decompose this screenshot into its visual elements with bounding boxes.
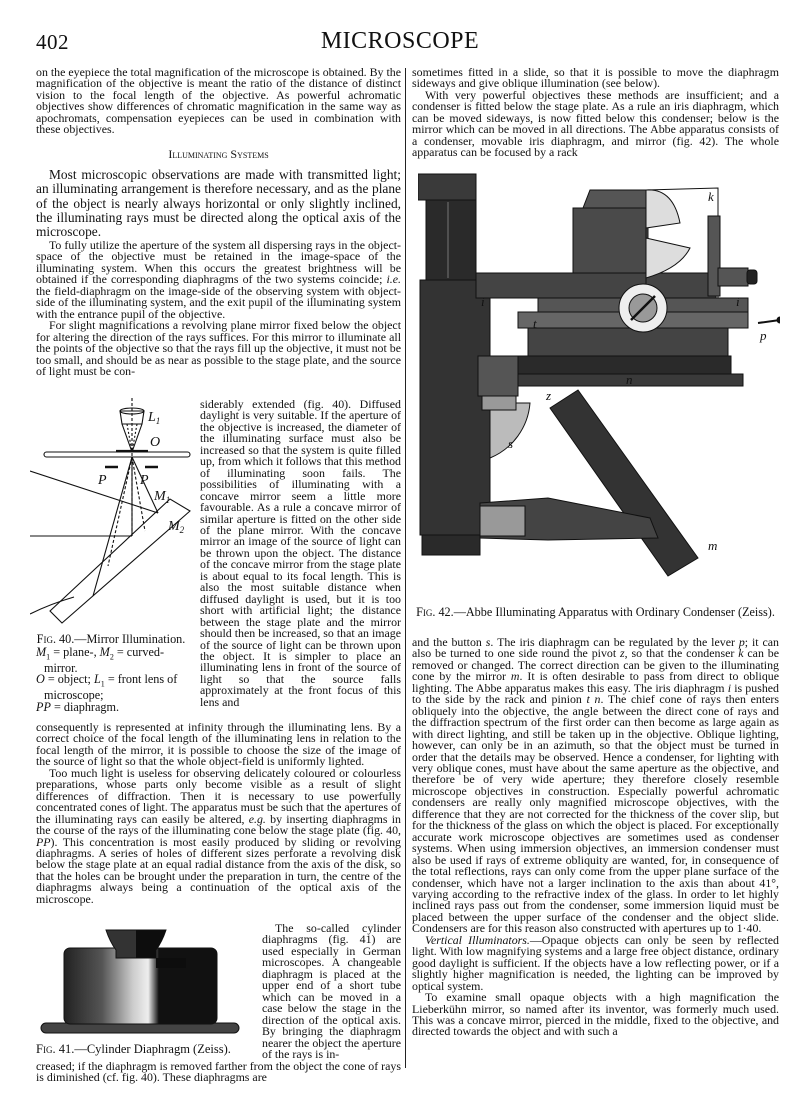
left-column-intro	[36, 168, 401, 239]
paragraph-vertical-illuminators: Vertical Illuminators.—Opaque objects can only be seen by reflected light. With low magnifying systems and a large free object distance, ordinary good daylight is sufficient. If the objects have a low reflecting power, or if a slightly higher magnification is needed, the lighting can be improved by optical system.	[412, 932, 779, 993]
fig40-legend-mirrors: $M_1$ = plane-, $M_2$ = curved-mirror.	[36, 644, 165, 675]
page-number: 402	[36, 30, 69, 54]
section-heading-illuminating-systems: Illuminating Systems	[168, 147, 269, 161]
mirror-m1-m2	[50, 499, 190, 623]
label-n: n	[626, 372, 633, 387]
label-p: p	[760, 328, 767, 343]
left-column-beside-fig40	[200, 399, 401, 708]
paragraph-slide: sometimes fitted in a slide, so that it is possible to move the diaphragm sideways and give oblique illumination (see below).	[412, 65, 779, 91]
condenser-housing	[573, 208, 648, 273]
fig40-mirror-illumination-diagram	[30, 396, 200, 626]
pillar-cap	[418, 174, 476, 200]
label-s: s	[508, 436, 514, 451]
paragraph-iris-diaphragm: and the button s. The iris diaphragm can be regulated by the lever p; it can also be turned to one side round the pivot z, so that the condenser k can be removed or changed. The correct direction can be given to the illuminating cone by the mirror m. It is often desirable to pass from direct to oblique lighting. The Abbe apparatus makes this easy. The iris diaphragm i is pushed to the side by the rack and pinion t n. The chief cone of rays then enters obliquely into the objective, the angle between the direct cone of rays and the diffraction spectrum of the first order can then become as large again as with direct lighting, and still be taken up in the objective. Oblique lighting, however, can only be in an azimuth, so that the object must be turned in order that the details may be observed. Hence a condenser, for lighting with very oblique cones, must have about the same aperture as the objective, and therefore be of very wide aperture; they therefore closely resemble microscope objectives in construction. Especially powerful achromatic condensers are really only magnified microscope objectives, with the difference that they are not corrected for the thickness of the cover slip, but for the thickness of the glass on which the object is placed. For exceptionally accurate work microscope objectives are sometimes used as condenser systems. When using immersion objectives, an immersion condenser must also be used if rays of extreme obliquity are wanted, for, in consequence of the total reflections, rays can only come from the upper plane surface of the condenser, which have not a larger inclination to the axis than about 41°, varying according to the refractive index of the glass. In order to let highly inclined rays pass out from the condenser, some immersion liquid must be placed between the upper surface of the condenser and the object slide. Condensers are for this reason also constructed with apertures up to 1·40.	[412, 635, 779, 936]
label-i-left: i	[481, 294, 485, 309]
incident-ray-1	[30, 471, 158, 513]
fig40-legend-diaphragm: PP = diaphragm.	[36, 699, 120, 714]
fig42-caption: Fig. 42.—Abbe Illuminating Apparatus with Ordinary Condenser (Zeiss).	[416, 605, 775, 619]
paragraph-transmitted-light: Most microscopic observations are made with transmitted light; an illuminating arrangement is therefore necessary, and as the plane of the object is nearly always horizontal or only slightly inclined, the illuminating rays must be directed along the optical axis of the microscope.	[36, 167, 401, 240]
label-k: k	[708, 189, 714, 204]
fig41-caption: Fig. 41.—Cylinder Diaphragm (Zeiss).	[36, 1042, 231, 1056]
condenser-lens-k-lower	[646, 238, 690, 278]
paragraph-cylinder-diaphragms-cont: creased; if the diaphragm is removed farther from the object the cone of rays is diminished (cf. fig. 40). These diaphragms are	[36, 1059, 401, 1085]
paragraph-aperture: To fully utilize the aperture of the system all dispersing rays in the object-space of the objective must be retained in the image-space of the illuminating system. When this occurs the greatest brightness will be obtained if the corresponding diaphragms of the two systems coincide; i.e. the field-diaphragm on the image-side of the observing system with object-side of the illuminating system, and the exit pupil of the illuminating system with the entrance pupil of the objective.	[36, 238, 401, 321]
left-column-beside-fig41	[262, 923, 401, 1060]
label-m: m	[708, 538, 718, 553]
column-rule	[405, 68, 406, 1068]
label-z: z	[546, 388, 552, 403]
left-column-bottom	[36, 1061, 401, 1084]
label-m2: $M_2$	[168, 519, 185, 535]
fig40-title: Fig. 40.—Mirror Illumination.	[36, 632, 186, 646]
right-column-top	[412, 67, 779, 159]
label-m1: $M_1$	[154, 489, 171, 505]
fig40-caption	[36, 634, 186, 713]
label-l1: $L_1$	[148, 410, 161, 426]
pivot-z	[478, 356, 518, 396]
paragraph-plane-mirror-cont: siderably extended (fig. 40). Diffused daylight is very suitable. If the aperture of the objective is increased, the diameter of the illuminating surface must also be increased so that the system is quite filled up, from which it follows that this method of illuminating soon fails. The possibilities of illuminating with a concave mirror seem a little more favourable. As a rule a concave mirror of similar aperture is fitted on the other side of the plane mirror. With the concave mirror an image of the source of light can be thrown upon the object. The distance of the concave mirror from the stage plate is about equal to its focal length. This is also the most suitable distance when diffused daylight is used, but it is too short with artificial light; the distance between the stage plate and the mirror should then be increased, so that an image of the source of light can be thrown upon the object. It is simpler to place an illuminating lens in front of the source of light so that the source falls approximately at the front focus of this lens and	[200, 397, 401, 709]
arm	[476, 273, 716, 298]
paragraph-lieberkuhn-mirror: To examine small opaque objects with a high magnification the Lieberkühn mirror, so named after its inventor, was formerly much used. This was a concave mirror, pierced in the middle, fixed to the objective, and directed towards the object and with such a	[412, 990, 779, 1039]
condenser-lens-k-upper	[646, 190, 680, 228]
label-p-left: P	[98, 473, 107, 488]
left-column-body-1	[36, 240, 401, 377]
left-column-top	[36, 67, 401, 136]
paragraph-magnification: on the eyepiece the total magnification of the microscope is obtained. By the magnification of the objective is meant the ratio of the distance of distinct vision to the focal length of the objective. As powerful achromatic objectives show differences of chromatic magnification in the same way as apochromats, compensation eyepieces can be used in combination with these objectives.	[36, 65, 401, 137]
fig40-legend-object-lens: O = object; $L_1$ = front lens of microscope;	[36, 672, 178, 703]
left-column-body-2	[36, 722, 401, 905]
stage-plate	[44, 452, 190, 457]
running-title: MICROSCOPE	[320, 28, 480, 54]
paragraph-plane-mirror: For slight magnifications a revolving plane mirror fixed below the object for altering the direction of the rays suffices. For this mirror to illuminate all the points of the objective so that the rays fill up the objective, it must not be too small, and should be as near as possible to the stage plate, and the source of light must be con-	[36, 318, 401, 378]
paragraph-illuminating-lens: consequently is represented at infinity through the illuminating lens. By a correct choice of the focal length of the illuminating lens in relation to the focal length of the mirror, it is possible to choose the size of the image of the source of light so that the whole object-field is uniformly lighted.	[36, 720, 401, 769]
label-p-right: P	[140, 473, 149, 488]
mirror-m	[550, 390, 698, 576]
label-t: t	[533, 316, 537, 331]
label-i-right: i	[736, 294, 740, 309]
label-o: O	[150, 435, 161, 450]
right-column-body	[412, 637, 779, 1038]
pillar-rack	[420, 280, 490, 535]
fig41-cylinder-diaphragm-illustration	[36, 928, 242, 1038]
paragraph-abbe-apparatus: With very powerful objectives these methods are insufficient; and a condenser is fitted below the stage plate. As a rule an iris diaphragm, which can be moved sideways, is now fitted below this condenser; below is the mirror which can be moved in all directions. The Abbe apparatus consists of a condenser, movable iris diaphragm, and mirror (fig. 42). The whole apparatus can be focused by a rack	[412, 87, 779, 160]
pillar-upper	[426, 200, 476, 280]
paragraph-cylinder-diaphragms: The so-called cylinder diaphragms (fig. 41) are used especially in German microscopes. A changeable diaphragm is placed at the upper end of a short tube which can be moved in a case below the stage in the direction of the optical axis. By bringing the diaphragm nearer the object the aperture of the rays is in-	[262, 921, 401, 1061]
fig42-abbe-apparatus-illustration	[418, 168, 780, 598]
paragraph-too-much-light: Too much light is useless for observing delicately coloured or colourless preparations, whose parts only become visible as a result of slight differences of diffraction. Then it is necessary to use powerfully concentrated cones of light. The apparatus must be such that the apertures of the illuminating rays can easily be altered, e.g. by inserting diaphragms in the course of the rays of the illuminating cone below the stage plate (fig. 40, PP). This concentration is most easily produced by sliding or revolving diaphragms. A series of holes of different sizes perforate a revolving disk below the stage plate at an equal radial distance from the axis of the disk, so that the holes can be brought under the preparation in turn, the centre of the diaphragms always being a continuation of the optical axis of the microscope.	[36, 765, 401, 906]
